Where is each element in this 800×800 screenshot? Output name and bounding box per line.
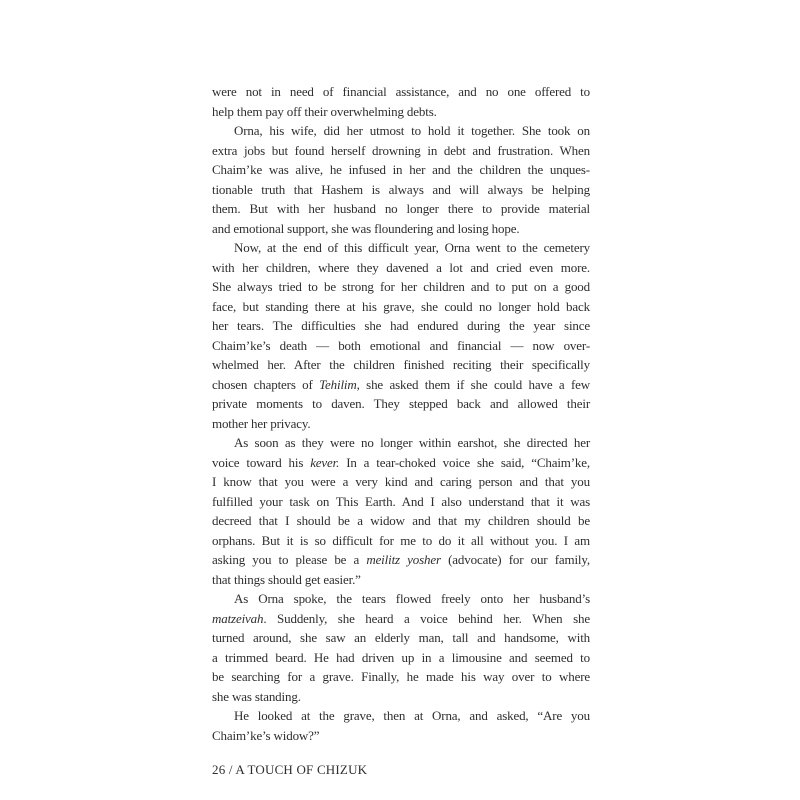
text-segment: Chaim’ke was alive, he infused in her and the children the unques- (212, 162, 590, 177)
text-line (212, 102, 590, 122)
text-line (212, 82, 590, 102)
text-segment: She always tried to be strong for her children and to put on a good (212, 279, 590, 294)
text-segment: be searching for a grave. Finally, he made his way over to where (212, 669, 590, 684)
text-segment: orphans. But it is so difficult for me to do it all without you. I am (212, 532, 590, 548)
text-segment: private moments to daven. They stepped back and allowed their (212, 396, 590, 411)
page-footer-folio: 26 / A TOUCH OF CHIZUK (212, 762, 368, 777)
text-segment: and emotional support, she was floundering and losing hope. (212, 220, 520, 236)
paragraph (212, 433, 590, 589)
text-line (212, 589, 590, 609)
text-segment: tionable truth that Hashem is always and will always be helping (212, 181, 590, 197)
italic-term: meilitz yosher (366, 552, 441, 567)
text-segment: fulfilled your task on This Earth. And I also understand that it was (212, 493, 590, 509)
text-segment: (advocate) for our family, (440, 552, 590, 567)
text-line (212, 609, 590, 629)
text-line (212, 667, 590, 687)
text-line (212, 570, 590, 590)
page-content (212, 82, 590, 779)
text-segment: In a tear-choked voice she said, “Chaim’ke, (339, 454, 591, 470)
text-segment: extra jobs but found herself drowning in debt and frustration. When (212, 142, 590, 158)
paragraph (212, 238, 590, 433)
text-line (212, 687, 590, 707)
italic-term: kever. (310, 454, 340, 470)
text-line (212, 199, 590, 219)
text-segment: He looked at the grave, then at Orna, and asked, “Are you (234, 708, 590, 723)
text-line (212, 550, 590, 570)
text-segment: were not in need of financial assistance, and no one offered to (212, 84, 590, 99)
text-segment: turned around, she saw an elderly man, tall and handsome, with (212, 630, 590, 645)
text-segment: decreed that I should be a widow and that my children should be (212, 513, 590, 528)
text-line (212, 648, 590, 668)
text-segment: voice toward his (212, 454, 311, 470)
text-line (212, 511, 590, 531)
paragraph (212, 706, 590, 745)
text-line (212, 394, 590, 414)
text-segment: face, but standing there at his grave, she could no longer hold back (212, 298, 590, 314)
text-line (212, 531, 590, 551)
text-line (212, 336, 590, 356)
text-segment: mother her privacy. (212, 415, 311, 431)
text-segment: Now, at the end of this difficult year, Orna went to the cemetery (234, 240, 590, 255)
page-body-text (212, 82, 590, 745)
text-line (212, 258, 590, 278)
italic-term: Tehilim (319, 376, 357, 392)
text-line (212, 180, 590, 200)
italic-term: matzeivah (212, 610, 264, 626)
text-segment: , she asked them if she could have a few (356, 376, 590, 392)
text-segment: them. But with her husband no longer there to provide material (212, 201, 590, 216)
text-segment: whelmed her. After the children finished reciting their specifically (212, 357, 590, 372)
text-segment: I know that you were a very kind and caring person and that you (212, 474, 590, 489)
text-segment: asking you to please be a (212, 552, 367, 567)
paragraph (212, 121, 590, 238)
text-segment: As soon as they were no longer within earshot, she directed her (234, 435, 590, 450)
text-line (212, 121, 590, 141)
text-segment: . Suddenly, she heard a voice behind her. When she (263, 610, 590, 626)
text-line (212, 316, 590, 336)
text-segment: chosen chapters of (212, 376, 320, 392)
text-segment: Orna, his wife, did her utmost to hold it together. She took on (234, 123, 590, 138)
text-line (212, 706, 590, 726)
text-segment: with her children, where they davened a lot and cried even more. (212, 259, 590, 275)
text-line (212, 355, 590, 375)
paragraph (212, 589, 590, 706)
text-segment: her tears. The difficulties she had endured during the year since (212, 318, 590, 333)
text-line (212, 453, 590, 473)
text-segment: Chaim’ke’s widow?” (212, 727, 320, 743)
text-line (212, 277, 590, 297)
text-segment: a trimmed beard. He had driven up in a limousine and seemed to (212, 649, 590, 665)
text-line (212, 414, 590, 434)
text-line (212, 726, 590, 746)
text-line (212, 375, 590, 395)
text-segment: Chaim’ke’s death — both emotional and financial — now over- (212, 337, 590, 353)
text-line (212, 628, 590, 648)
text-line (212, 141, 590, 161)
text-line (212, 160, 590, 180)
text-line (212, 238, 590, 258)
text-line (212, 297, 590, 317)
text-line (212, 219, 590, 239)
text-line (212, 472, 590, 492)
text-line (212, 433, 590, 453)
text-segment: she was standing. (212, 688, 301, 704)
text-line (212, 492, 590, 512)
text-segment: As Orna spoke, the tears flowed freely onto her husband’s (234, 591, 590, 606)
text-segment: that things should get easier.” (212, 571, 361, 587)
text-segment: help them pay off their overwhelming debts. (212, 103, 437, 119)
paragraph (212, 82, 590, 121)
